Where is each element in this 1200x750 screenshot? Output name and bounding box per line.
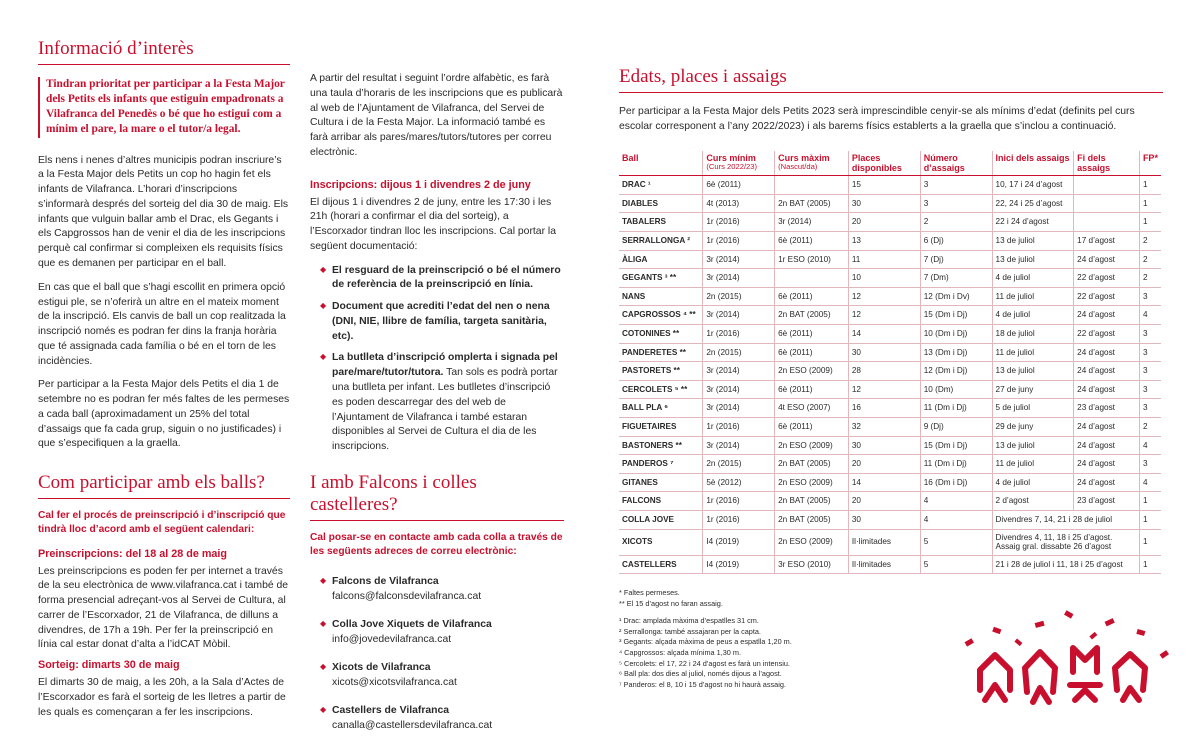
contact-email[interactable]: falcons@falconsdevilafranca.cat (332, 590, 482, 602)
table-cell: 6è (2011) (703, 176, 775, 195)
table-row (619, 306, 1161, 325)
sorteig-text: El dimarts 30 de maig, a les 20h, a la Sala d’Actes de l’Escorxador es farà el sorteig de les lletres a partir de les quals es començaran a fer les inscripcions. (38, 677, 286, 718)
table-cell: 14 (848, 473, 920, 492)
table-cell: 13 de juliol (992, 232, 1074, 251)
table-cell: 15 (Dm i Dj) (920, 306, 992, 325)
falcons-intro: Cal posar-se en contacte amb cada colla a través de les següents adreces de correu electrònic: (310, 532, 563, 558)
table-cell: 4 de juliol (992, 306, 1074, 325)
table-row (619, 213, 1161, 232)
table-cell: 24 d’agost (1074, 380, 1140, 399)
table-cell: 22 d’agost (1074, 287, 1140, 306)
table-cell: 5è (2012) (703, 473, 775, 492)
table-cell: 2 d’agost (992, 492, 1074, 511)
table-cell: 4 (1139, 473, 1161, 492)
table-row (619, 555, 1161, 574)
table-cell: 2 (1139, 269, 1161, 288)
ball-name-cell: CAPGROSSOS ⁴ ** (619, 306, 703, 325)
ball-name-cell: DIABLES (619, 194, 703, 213)
table-body (619, 176, 1161, 574)
table-cell: 2n (2015) (703, 455, 775, 474)
table-cell: 1 (1139, 555, 1161, 574)
ball-name-cell: PANDERETES ** (619, 343, 703, 362)
table-cell: 6è (2011) (775, 380, 849, 399)
table-cell: 1r (2016) (703, 213, 775, 232)
column-header: Curs màxim (Nascut/da) (775, 151, 849, 176)
table-cell: 12 (Dm i Dv) (920, 287, 992, 306)
table-cell: 10, 17 i 24 d’agost (992, 176, 1074, 195)
table-cell: 4 (920, 492, 992, 511)
table-cell: 30 (848, 194, 920, 213)
table-cell: 3 (1139, 380, 1161, 399)
table-cell: 11 (Dm i Dj) (920, 399, 992, 418)
table-cell: 15 (Dm i Dj) (920, 436, 992, 455)
table-row (619, 176, 1161, 195)
contact-email[interactable]: xicots@xicotsvilafranca.cat (332, 676, 457, 688)
table-cell: 3r ESO (2010) (775, 555, 849, 574)
table-cell: 20 (848, 213, 920, 232)
table-cell: 4 de juliol (992, 473, 1074, 492)
table-note: ⁷ Panderos: el 8, 10 i 15 d’agost no hi haurà assaig. (619, 679, 786, 689)
table-row (619, 473, 1161, 492)
ball-name-cell: SERRALLONGA ² (619, 232, 703, 251)
column-header: Ball (619, 151, 703, 176)
contact-item: ◆ Colla Jove Xiquets de Vilafranca info@jovedevilafranca.cat (320, 617, 564, 647)
table-cell: 12 (848, 306, 920, 325)
table-cell: 1r (2016) (703, 492, 775, 511)
edats-title: Edats, places i assaigs (619, 66, 787, 87)
table-row (619, 380, 1161, 399)
table-cell: 24 d’agost (1074, 436, 1140, 455)
table-cell: 6 (Dj) (920, 232, 992, 251)
table-cell: 3r (2014) (703, 269, 775, 288)
com-section (38, 472, 290, 729)
table-cell: 1 (1139, 194, 1161, 213)
table-cell (775, 269, 849, 288)
ball-name-cell: COTONINES ** (619, 324, 703, 343)
table-row (619, 399, 1161, 418)
table-cell: 7 (Dm) (920, 269, 992, 288)
table-cell: 1 (1139, 176, 1161, 195)
table-cell: 5 (920, 555, 992, 574)
table-cell: 12 (848, 380, 920, 399)
table-note: ² Serrallonga: també assajaran per la capta. (619, 626, 761, 636)
table-cell: 3 (920, 194, 992, 213)
table-cell: 32 (848, 417, 920, 436)
table-cell: 13 de juliol (992, 250, 1074, 269)
contact-email[interactable]: canalla@castellersdevilafranca.cat (332, 720, 493, 732)
contact-item: ◆ Castellers de Vilafranca canalla@castellersdevilafranca.cat (320, 703, 564, 733)
table-cell: 11 de juliol (992, 343, 1074, 362)
table-cell: 2n BAT (2005) (775, 455, 849, 474)
table-cell: Divendres 4, 11, 18 i 25 d’agost. Assaig gral. dissabte 26 d’agost (992, 529, 1139, 555)
table-cell: 27 de juny (992, 380, 1074, 399)
table-cell: 2n ESO (2009) (775, 362, 849, 381)
ball-name-cell: COLLA JOVE (619, 510, 703, 529)
table-cell: 24 d’agost (1074, 306, 1140, 325)
table-cell: 3 (920, 176, 992, 195)
table-cell: 13 (Dm i Dj) (920, 343, 992, 362)
table-row (619, 362, 1161, 381)
table-cell: 14 (848, 324, 920, 343)
table-cell: 2 (1139, 232, 1161, 251)
table-cell: 10 (Dm) (920, 380, 992, 399)
table-cell: 3r (2014) (703, 399, 775, 418)
table-note: ⁶ Ball pla: dos dies al juliol, només dijous a l’agost. (619, 669, 782, 679)
table-cell: 5 (920, 529, 992, 555)
info-paragraph-3: Per participar a la Festa Major dels Petits el dia 1 de setembre no es podran fer més faltes de les permeses a cada ball (aproximadament un 25% del total d’assaigs que fa cada grup, siguin o no justificades) i que s’especifiquen a la graella. (38, 379, 290, 450)
info-column (38, 38, 290, 461)
column-header: Número d’assaigs (920, 151, 992, 176)
ball-name-cell: DRAC ¹ (619, 176, 703, 195)
table-row (619, 343, 1161, 362)
table-cell: 30 (848, 343, 920, 362)
table-cell: 29 de juny (992, 417, 1074, 436)
table-cell: Il·limitades (848, 555, 920, 574)
table-cell: 3r (2014) (703, 380, 775, 399)
table-header (619, 151, 1161, 176)
column-header: Places disponibles (848, 151, 920, 176)
table-cell: 7 (Dj) (920, 250, 992, 269)
table-row (619, 250, 1161, 269)
table-cell: Il·limitades (848, 529, 920, 555)
table-cell: 4t ESO (2007) (775, 399, 849, 418)
table-cell: 6è (2011) (775, 417, 849, 436)
column-header: Inici dels assaigs (992, 151, 1074, 176)
table-cell: 10 (Dm i Dj) (920, 324, 992, 343)
table-cell: 3 (1139, 399, 1161, 418)
middle-paragraph-1: A partir del resultat i seguint l’ordre alfabètic, es farà una taula d’horaris de les inscripcions que es publicarà al web de l’Ajuntament de Vilafranca, del Servei de Cultura i de la Festa Major. La informació també es farà arribar als pares/mares/tutors/tutores per correu electrònic. (310, 73, 563, 158)
table-cell: 5 de juliol (992, 399, 1074, 418)
table-cell: 6è (2011) (775, 324, 849, 343)
table-cell: 1 (1139, 492, 1161, 511)
table-cell: 16 (Dm i Dj) (920, 473, 992, 492)
table-cell: 2n ESO (2009) (775, 529, 849, 555)
table-note: ** El 15 d’agost no faran assaig. (619, 598, 723, 608)
table-cell: 11 (Dm i Dj) (920, 455, 992, 474)
preinscripcions-text: Les preinscripcions es poden fer per internet a través de la seu electrònica de www.vilafranca.cat i també de forma presencial adreçant-vos al Servei de Cultura, al carrer de l’Escorxador, 21 de Vilafranca, de dilluns a divendres, de 17h a 19h. Per fer la preinscripció en línia cal estar donat d’alta a l’idCAT Mòbil. (38, 565, 289, 651)
table-cell: 22 i 24 d’agost (992, 213, 1074, 232)
ball-name-cell: TABALERS (619, 213, 703, 232)
table-cell: 30 (848, 510, 920, 529)
table-cell: 13 de juliol (992, 362, 1074, 381)
table-cell: 24 d’agost (1074, 362, 1140, 381)
table-cell: 17 d’agost (1074, 232, 1140, 251)
table-cell: I4 (2019) (703, 555, 775, 574)
table-cell: Divendres 7, 14, 21 i 28 de juliol (992, 510, 1139, 529)
table-cell: 2n ESO (2009) (775, 436, 849, 455)
table-note: ⁴ Capgrossos: alçada mínima 1,30 m. (619, 647, 741, 657)
edats-section (619, 66, 1163, 690)
table-cell: 2n BAT (2005) (775, 510, 849, 529)
table-cell: 3r (2014) (775, 213, 849, 232)
com-title: Com participar amb els balls? (38, 472, 290, 499)
table-cell: 4 (1139, 306, 1161, 325)
table-row (619, 436, 1161, 455)
table-cell: 3r (2014) (703, 362, 775, 381)
table-cell: 4t (2013) (703, 194, 775, 213)
table-note: ³ Gegants: alçada màxima de peus a espatlla 1,20 m. (619, 637, 792, 647)
table-cell: 3r (2014) (703, 250, 775, 269)
ball-name-cell: FALCONS (619, 492, 703, 511)
preinscripcions-heading: Preinscripcions: del 18 al 28 de maig (38, 547, 228, 560)
ball-name-cell: ÀLIGA (619, 250, 703, 269)
ball-name-cell: PANDEROS ⁷ (619, 455, 703, 474)
table-row (619, 324, 1161, 343)
ball-name-cell: CASTELLERS (619, 555, 703, 574)
contact-item: ◆ Xicots de Vilafranca xicots@xicotsvilafranca.cat (320, 660, 564, 690)
falcons-section (310, 472, 564, 746)
sorteig-heading: Sorteig: dimarts 30 de maig (38, 659, 180, 672)
table-cell: 2n BAT (2005) (775, 306, 849, 325)
column-header: Fi dels assaigs (1074, 151, 1140, 176)
table-cell: 3r (2014) (703, 306, 775, 325)
table-cell: 1 (1139, 529, 1161, 555)
table-row (619, 455, 1161, 474)
table-cell: 2n (2015) (703, 343, 775, 362)
table-row (619, 232, 1161, 251)
table-cell: 12 (848, 287, 920, 306)
table-cell: 1r ESO (2010) (775, 250, 849, 269)
ball-name-cell: BASTONERS ** (619, 436, 703, 455)
table-note: ¹ Drac: amplada màxima d’espatlles 31 cm. (619, 616, 759, 626)
inscripcions-heading: Inscripcions: dijous 1 i divendres 2 de juny (310, 178, 531, 191)
table-row (619, 417, 1161, 436)
table-cell: 11 (848, 250, 920, 269)
ball-name-cell: GEGANTS ³ ** (619, 269, 703, 288)
table-cell: 22, 24 i 25 d’agost (992, 194, 1074, 213)
table-cell: 2 (1139, 250, 1161, 269)
table-cell: 1r (2016) (703, 324, 775, 343)
table-row (619, 269, 1161, 288)
table-cell: 21 i 28 de juliol i 11, 18 i 25 d’agost (992, 555, 1139, 574)
table-cell: 1r (2016) (703, 510, 775, 529)
table-cell: 3 (1139, 324, 1161, 343)
table-cell: 4 (920, 510, 992, 529)
table-note: ⁵ Cercolets: el 17, 22 i 24 d’agost es farà un intensiu. (619, 658, 790, 668)
contact-item: ◆ Falcons de Vilafranca falcons@falconsdevilafranca.cat (320, 574, 564, 604)
table-row (619, 510, 1161, 529)
table-cell: 2n BAT (2005) (775, 194, 849, 213)
table-cell: 10 (848, 269, 920, 288)
ball-name-cell: FIGUETAIRES (619, 417, 703, 436)
table-cell: 2n (2015) (703, 287, 775, 306)
table-cell (775, 176, 849, 195)
table-cell: 23 d’agost (1074, 399, 1140, 418)
ball-name-cell: NANS (619, 287, 703, 306)
table-cell (1074, 213, 1140, 232)
table-cell: 24 d’agost (1074, 455, 1140, 474)
contact-list (320, 574, 564, 734)
table-row (619, 529, 1161, 555)
document-item: ◆ La butlleta d’inscripció omplerta i signada pel pare/mare/tutor/tutora. Tan sols es podrà portar una butlleta per infant. Les butlletes d’inscripció es poden descarregar des del web de l’Ajuntament de Vilafranca i també estaran disponibles al Servei de Cultura el dia de les inscripcions. (320, 351, 564, 454)
table-cell: 2n BAT (2005) (775, 492, 849, 511)
table-note: * Faltes permeses. (619, 588, 680, 598)
table-cell: 13 de juliol (992, 436, 1074, 455)
document-item: ◆ El resguard de la preinscripció o bé el número de referència de la preinscripció en línia. (320, 264, 564, 294)
info-title: Informació d’interès (38, 38, 290, 65)
table-cell: 13 (848, 232, 920, 251)
ball-name-cell: XICOTS (619, 529, 703, 555)
table-cell: 4 (1139, 436, 1161, 455)
edats-intro: Per participar a la Festa Major dels Petits 2023 serà imprescindible cenyir-se als mínims d’edat (definits pel curs escolar corresponent a l’any 2022/2023) i als barems físics establerts a la graella que s’inclou a continuació. (619, 106, 1135, 132)
ball-name-cell: CERCOLETS ⁵ ** (619, 380, 703, 399)
table-cell: 3 (1139, 287, 1161, 306)
table-cell: 1 (1139, 510, 1161, 529)
table-cell (1074, 176, 1140, 195)
com-intro: Cal fer el procés de preinscripció i d’inscripció que tindrà lloc d’acord amb el següent calendari: (38, 510, 286, 536)
table-cell: 1 (1139, 213, 1161, 232)
table-cell: 24 d’agost (1074, 343, 1140, 362)
ball-name-cell: BALL PLA ⁶ (619, 399, 703, 418)
documents-list (320, 264, 564, 455)
table-cell: 23 d’agost (1074, 492, 1140, 511)
festa-major-logo (955, 600, 1175, 720)
table-cell: 2 (1139, 417, 1161, 436)
table-cell: 1r (2016) (703, 417, 775, 436)
inscripcions-column (310, 72, 564, 462)
table-cell: 3 (1139, 343, 1161, 362)
table-row (619, 492, 1161, 511)
table-cell: 16 (848, 399, 920, 418)
table-cell: 30 (848, 436, 920, 455)
table-cell: 22 d’agost (1074, 324, 1140, 343)
table-cell: 9 (Dj) (920, 417, 992, 436)
table-cell: 28 (848, 362, 920, 381)
table-cell: 11 de juliol (992, 455, 1074, 474)
table-cell: 24 d’agost (1074, 417, 1140, 436)
table-cell: I4 (2019) (703, 529, 775, 555)
middle-paragraph-2: El dijous 1 i divendres 2 de juny, entre les 17:30 i les 21h (horari a confirmar el dia del sorteig), a l’Escorxador tindran lloc les inscripcions. Cal portar la següent documentació: (310, 196, 557, 252)
contact-email[interactable]: info@jovedevilafranca.cat (332, 633, 452, 645)
info-paragraph-1: Els nens i nenes d’altres municipis podran inscriure’s a la Festa Major dels Petits un cop ho hagin fet els infants de Vilafranca. L’horari d’inscripcions s’informarà després del sorteig del dia 30 de maig. Els infants que vulguin ballar amb el Drac, els Gegants i els Capgrossos han de venir el dia de les inscripcions perquè cal confirmar si compleixen els requisits físics que es demanen per participar en el ball. (38, 154, 289, 269)
table-row (619, 287, 1161, 306)
info-callout: Tindran prioritat per participar a la Festa Major dels Petits els infants que estiguin empadronats a Vilafranca del Penedès o bé que ho estigui com a mínim el pare, la mare o el tutor/a legal. (38, 77, 290, 138)
table-cell: 15 (848, 176, 920, 195)
table-cell: 24 d’agost (1074, 250, 1140, 269)
table-cell: 2n ESO (2009) (775, 473, 849, 492)
column-header: Curs mínim (Curs 2022/23) (703, 151, 775, 176)
table-cell: 12 (Dm i Dj) (920, 362, 992, 381)
table-cell: 24 d’agost (1074, 473, 1140, 492)
ages-table (619, 151, 1161, 575)
table-cell: 3r (2014) (703, 436, 775, 455)
table-cell (1074, 194, 1140, 213)
table-cell: 6è (2011) (775, 287, 849, 306)
table-cell: 20 (848, 455, 920, 474)
table-cell: 22 d’agost (1074, 269, 1140, 288)
table-cell: 1r (2016) (703, 232, 775, 251)
table-cell: 20 (848, 492, 920, 511)
table-cell: 6è (2011) (775, 343, 849, 362)
ball-name-cell: GITANES (619, 473, 703, 492)
falcons-title: I amb Falcons i colles castelleres? (310, 472, 564, 521)
table-cell: 6è (2011) (775, 232, 849, 251)
table-cell: 18 de juliol (992, 324, 1074, 343)
table-row (619, 194, 1161, 213)
column-header: FP* (1139, 151, 1161, 176)
ball-name-cell: PASTORETS ** (619, 362, 703, 381)
table-notes (619, 588, 939, 690)
table-cell: 2 (920, 213, 992, 232)
document-item: ◆ Document que acrediti l’edat del nen o nena (DNI, NIE, llibre de família, targeta sanitària, etc). (320, 300, 564, 344)
table-cell: 3 (1139, 455, 1161, 474)
table-cell: 3 (1139, 362, 1161, 381)
table-cell: 4 de juliol (992, 269, 1074, 288)
info-paragraph-2: En cas que el ball que s’hagi escollit en primera opció estigui ple, se n’oferirà un altre en el mateix moment de la inscripció. Els canvis de ball un cop realitzada la inscripció només es podran fer dins la franja horària que té assignada cada família o bé en el torn de les incidències. (38, 281, 286, 367)
table-cell: 11 de juliol (992, 287, 1074, 306)
